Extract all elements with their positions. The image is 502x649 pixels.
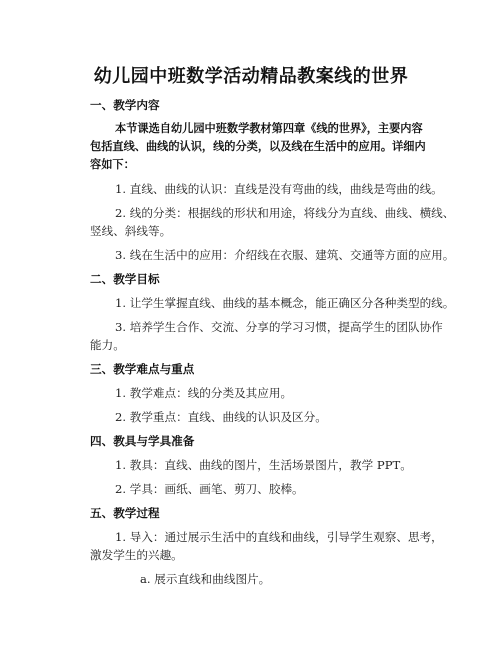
section-heading-process: 五、教学过程 [90,506,160,520]
list-item: 1. 教学难点：线的分类及其应用。 [115,386,293,400]
list-item-continuation: 竖线、斜线等。 [90,224,172,238]
intro-line-3: 容如下： [90,158,135,171]
list-item-continuation: 能力。 [90,338,125,352]
list-item: 1. 让学生掌握直线、曲线的基本概念，能正确区分各种类型的线。 [115,296,455,310]
section-heading-content: 一、教学内容 [90,98,160,112]
list-item: 2. 线的分类：根据线的形状和用途，将线分为直线、曲线、横线、 [115,206,455,220]
list-item: 3. 培养学生合作、交流、分享的学习习惯，提高学生的团队协作 [115,320,443,334]
document-title: 幼儿园中班数学活动精品教案线的世界 [93,66,409,87]
list-item: 2. 学具：画纸、画笔、剪刀、胶棒。 [115,482,304,496]
list-item: 3. 线在生活中的应用：介绍线在衣服、建筑、交通等方面的应用。 [115,248,455,262]
list-item: 1. 直线、曲线的认识：直线是没有弯曲的线，曲线是弯曲的线。 [115,182,443,196]
list-item-continuation: 激发学生的兴趣。 [90,548,183,562]
sub-list-item: a. 展示直线和曲线图片。 [140,572,271,586]
intro-line-1: 本节课选自幼儿园中班数学教材第四章《线的世界》，主要内容 [115,122,423,135]
list-item: 1. 导入：通过展示生活中的直线和曲线，引导学生观察、思考， [115,530,443,544]
section-heading-materials: 四、教具与学具准备 [90,434,195,448]
list-item: 1. 教具：直线、曲线的图片，生活场景图片，教学 PPT。 [115,458,412,472]
section-heading-key-points: 三、教学难点与重点 [90,362,195,376]
list-item: 2. 教学重点：直线、曲线的认识及区分。 [115,410,327,424]
intro-line-2: 包括直线、曲线的认识，线的分类，以及线在生活中的应用。详细内 [90,140,426,153]
section-heading-goals: 二、教学目标 [90,272,160,286]
